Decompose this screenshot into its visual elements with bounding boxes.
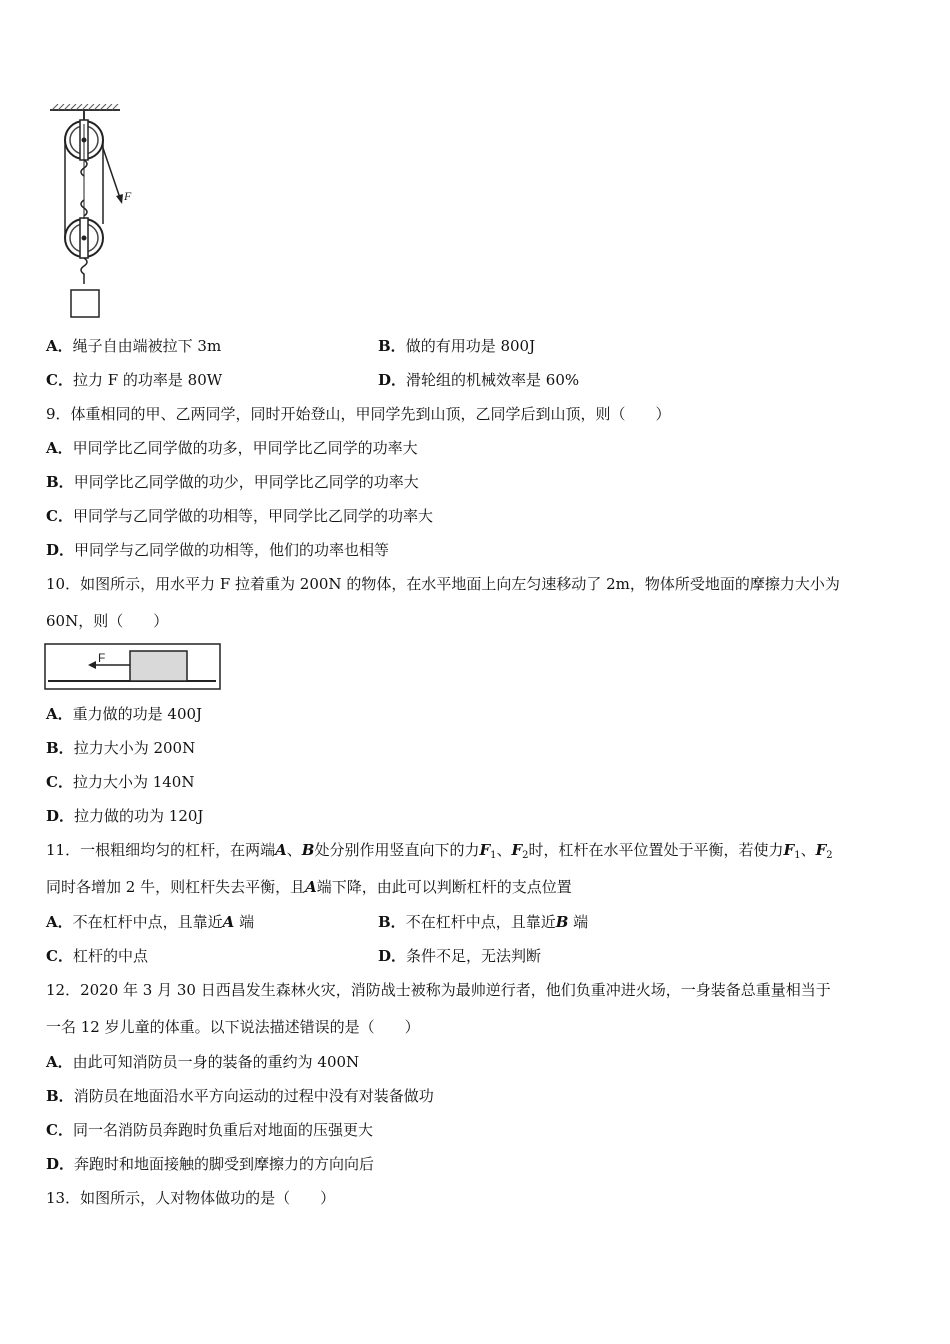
q9-option-c: C．甲同学与乙同学做的功相等，甲同学比乙同学的功率大 [46, 507, 433, 525]
force-f-label: F [124, 189, 132, 203]
q11-option-c: C．杠杆的中点 [46, 947, 148, 965]
q8-option-d: D．滑轮组的机械效率是 60% [378, 371, 580, 389]
q9-stem: 9．体重相同的甲、乙两同学，同时开始登山，甲同学先到山顶，乙同学后到山顶，则（ ） [46, 405, 671, 423]
block-drag-figure [44, 643, 222, 691]
q10-stem-line1: 10．如图所示，用水平力 F 拉着重为 200N 的物体，在水平地面上向左匀速移动了 2m，物体所受地面的摩擦力大小为 [46, 575, 840, 593]
q10-option-b: B．拉力大小为 200N [46, 739, 196, 757]
q12-option-c: C．同一名消防员奔跑时负重后对地面的压强更大 [46, 1121, 373, 1139]
q12-stem-line2: 一名 12 岁儿童的体重。以下说法描述错误的是（ ） [46, 1018, 420, 1036]
q12-stem-line1: 12．2020 年 3 月 30 日西昌发生森林火灾，消防战士被称为最帅逆行者，他们负重冲进火场，一身装备总重量相当于 [46, 981, 831, 999]
q11-option-b: B．不在杠杆中点，且靠近B 端 [378, 913, 589, 931]
q12-option-d: D．奔跑时和地面接触的脚受到摩擦力的方向向后 [46, 1155, 375, 1173]
weight-block [71, 290, 99, 317]
q8-option-c: C．拉力 F 的功率是 80W [46, 371, 223, 389]
q9-option-a: A．甲同学比乙同学做的功多，甲同学比乙同学的功率大 [46, 439, 418, 457]
q11-stem-line2: 同时各增加 2 牛，则杠杆失去平衡，且A端下降，由此可以判断杠杆的支点位置 [46, 878, 572, 896]
q12-option-a: A．由此可知消防员一身的装备的重约为 400N [46, 1053, 360, 1071]
dragged-block [130, 651, 187, 681]
q10-option-a: A．重力做的功是 400J [46, 705, 203, 723]
q10-option-d: D．拉力做的功为 120J [46, 807, 204, 825]
q11-option-a: A．不在杠杆中点，且靠近A 端 [46, 913, 255, 931]
q13-stem: 13．如图所示，人对物体做功的是（ ） [46, 1189, 336, 1207]
q8-option-a: A．绳子自由端被拉下 3m [46, 337, 222, 355]
q12-option-b: B．消防员在地面沿水平方向运动的过程中没有对装备做功 [46, 1087, 434, 1105]
q9-option-d: D．甲同学与乙同学做的功相等，他们的功率也相等 [46, 541, 390, 559]
force-f-label: F [98, 651, 106, 665]
q8-option-b: B．做的有用功是 800J [378, 337, 536, 355]
q11-stem-line1: 11．一根粗细均匀的杠杆，在两端A、B处分别作用竖直向下的力$F_1$、$F_2$时，杠杆在水平位置处于平衡，若使力$F_1$、$F_2$ [46, 841, 833, 861]
q10-option-c: C．拉力大小为 140N [46, 773, 195, 791]
pulley-system-figure [44, 104, 144, 322]
q11-option-d: D．条件不足，无法判断 [378, 947, 542, 965]
q10-stem-line2: 60N，则（ ） [46, 612, 169, 630]
q9-option-b: B．甲同学比乙同学做的功少，甲同学比乙同学的功率大 [46, 473, 419, 491]
